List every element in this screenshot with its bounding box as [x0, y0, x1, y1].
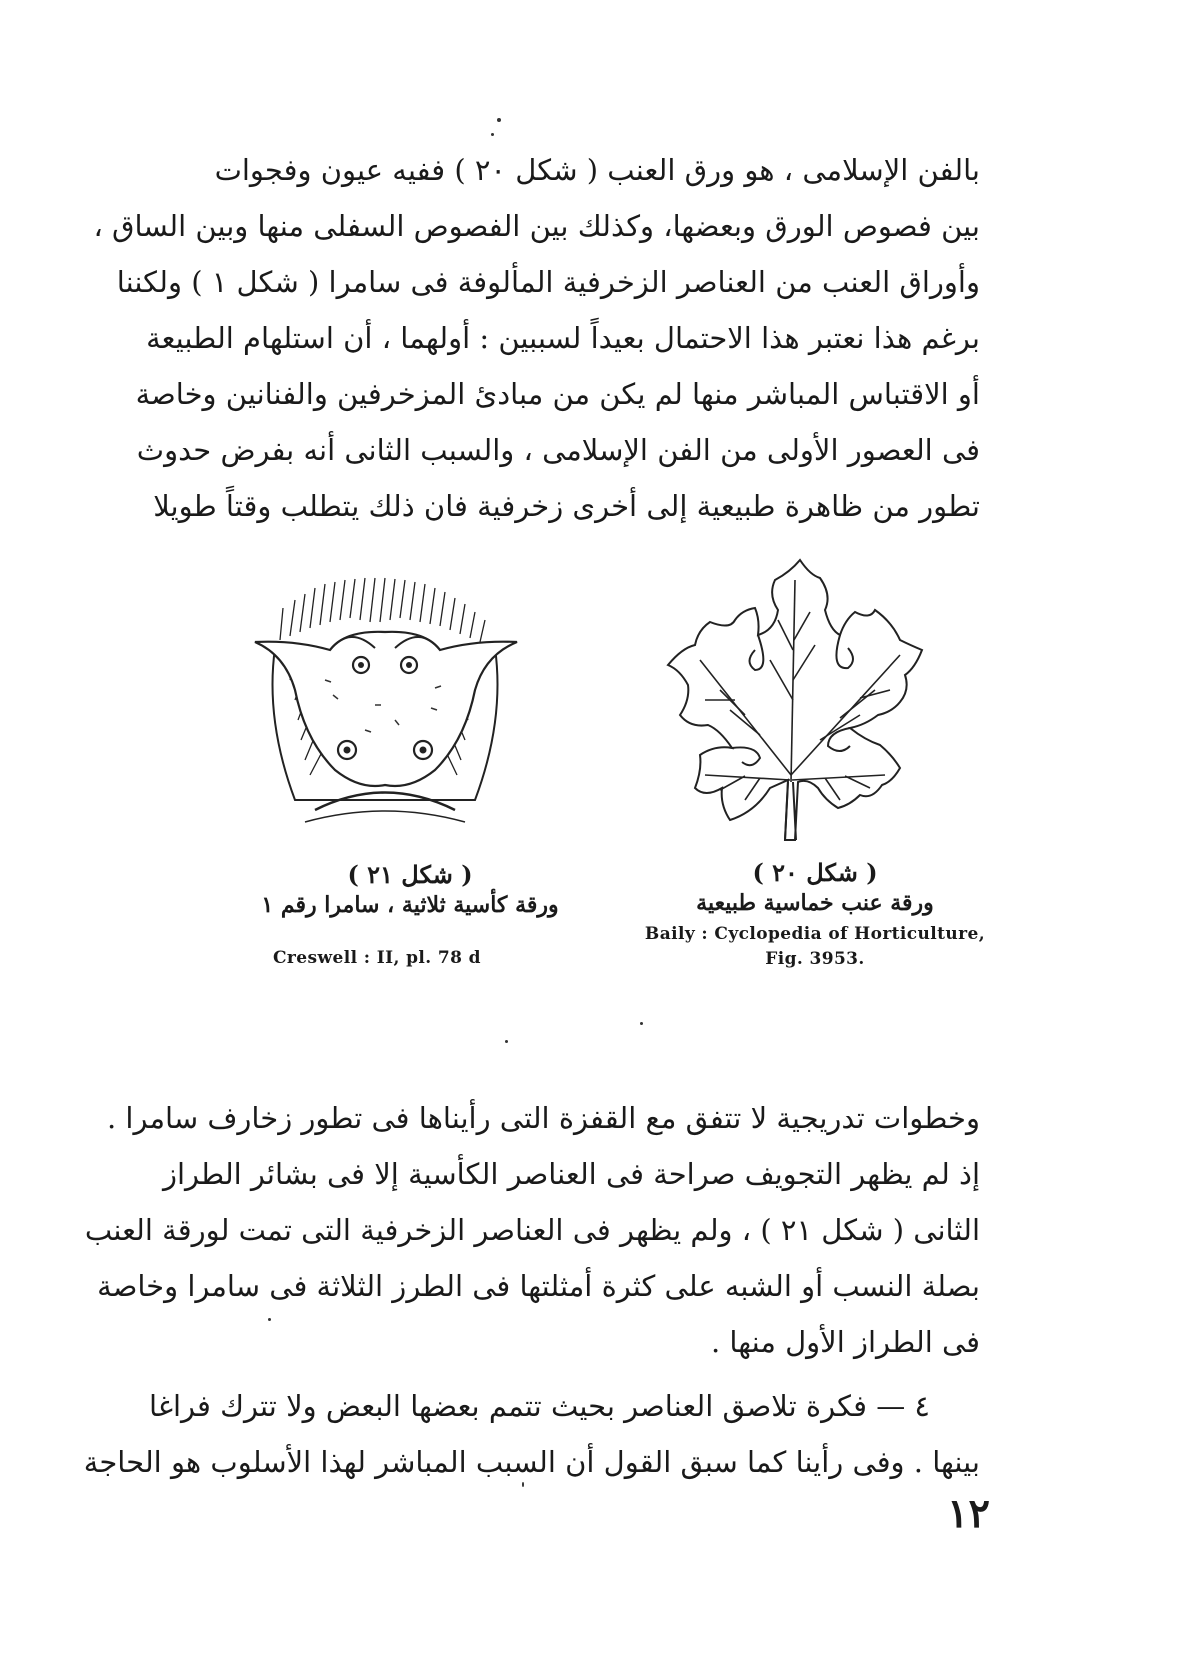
- text-line: بصلة النسب أو الشبه على كثرة أمثلتها فى الطرز الثلاثة فى سامرا وخاصة: [97, 1269, 980, 1303]
- text-line: وخطوات تدريجية لا تتفق مع القفزة التى رأيناها فى تطور زخارف سامرا .: [106, 1101, 980, 1135]
- text-line: ٤ — فكرة تلاصق العناصر بحيث تتمم بعضها البعض ولا تترك فراغا: [148, 1389, 930, 1423]
- text-line: بين فصوص الورق وبعضها، وكذلك بين الفصوص السفلى منها وبين الساق ،: [93, 209, 980, 243]
- figure-20: [640, 550, 990, 1040]
- text-line: إذ لم يظهر التجويف صراحة فى العناصر الكأسية إلا فى بشائر الطراز: [162, 1157, 980, 1191]
- scan-speck: [505, 1040, 508, 1043]
- scan-speck: [497, 118, 501, 122]
- figure-21-number: ( شكل ٢١ ): [347, 860, 473, 889]
- text-line: وأوراق العنب من العناصر الزخرفية المألوفة فى سامرا ( شكل ١ ) ولكننا: [116, 265, 980, 299]
- scan-speck: [491, 133, 494, 136]
- paragraph-middle: [84, 1090, 980, 1370]
- figure-20-number: ( شكل ٢٠ ): [752, 858, 878, 887]
- vine-leaf-illustration: [660, 550, 930, 850]
- text-line: فى العصور الأولى من الفن الإسلامى ، والسبب الثانى أنه بفرض حدوث: [136, 433, 980, 467]
- text-line: بالفن الإسلامى ، هو ورق العنب ( شكل ٢٠ ) ففيه عيون وفجوات: [214, 153, 980, 187]
- figure-20-reference-line1: Baily : Cyclopedia of Horticulture,: [644, 924, 986, 944]
- paragraph-bottom: [83, 1378, 980, 1490]
- text-line: تطور من ظاهرة طبيعية إلى أخرى زخرفية فان ذلك يتطلب وقتاً طويلا: [153, 489, 980, 523]
- page-number: ١٢: [947, 1490, 990, 1537]
- paragraph-top: [93, 142, 980, 534]
- figure-20-reference-line2: Fig. 3953.: [765, 949, 865, 969]
- figure-20-title: ورقة عنب خماسية طبيعية: [696, 890, 934, 916]
- text-line: بينها . وفى رأينا كما سبق القول أن السبب المباشر لهذا الأسلوب هو الحاجة: [83, 1445, 980, 1479]
- text-line: الثانى ( شكل ٢١ ) ، ولم يظهر فى العناصر الزخرفية التى تمت لورقة العنب: [84, 1213, 980, 1247]
- text-line: برغم هذا نعتبر هذا الاحتمال بعيداً لسببين : أولهما ، أن استلهام الطبيعة: [146, 321, 980, 355]
- text-line: أو الاقتباس المباشر منها لم يكن من مبادئ المزخرفين والفنانين وخاصة: [135, 377, 980, 411]
- figure-21-title: ورقة كأسية ثلاثية ، سامرا رقم ١: [261, 892, 559, 918]
- chalice-leaf-illustration: [235, 570, 535, 840]
- figure-21-reference: Creswell : II, pl. 78 d: [273, 948, 481, 968]
- text-line: فى الطراز الأول منها .: [710, 1325, 980, 1359]
- figure-21: [225, 570, 595, 1040]
